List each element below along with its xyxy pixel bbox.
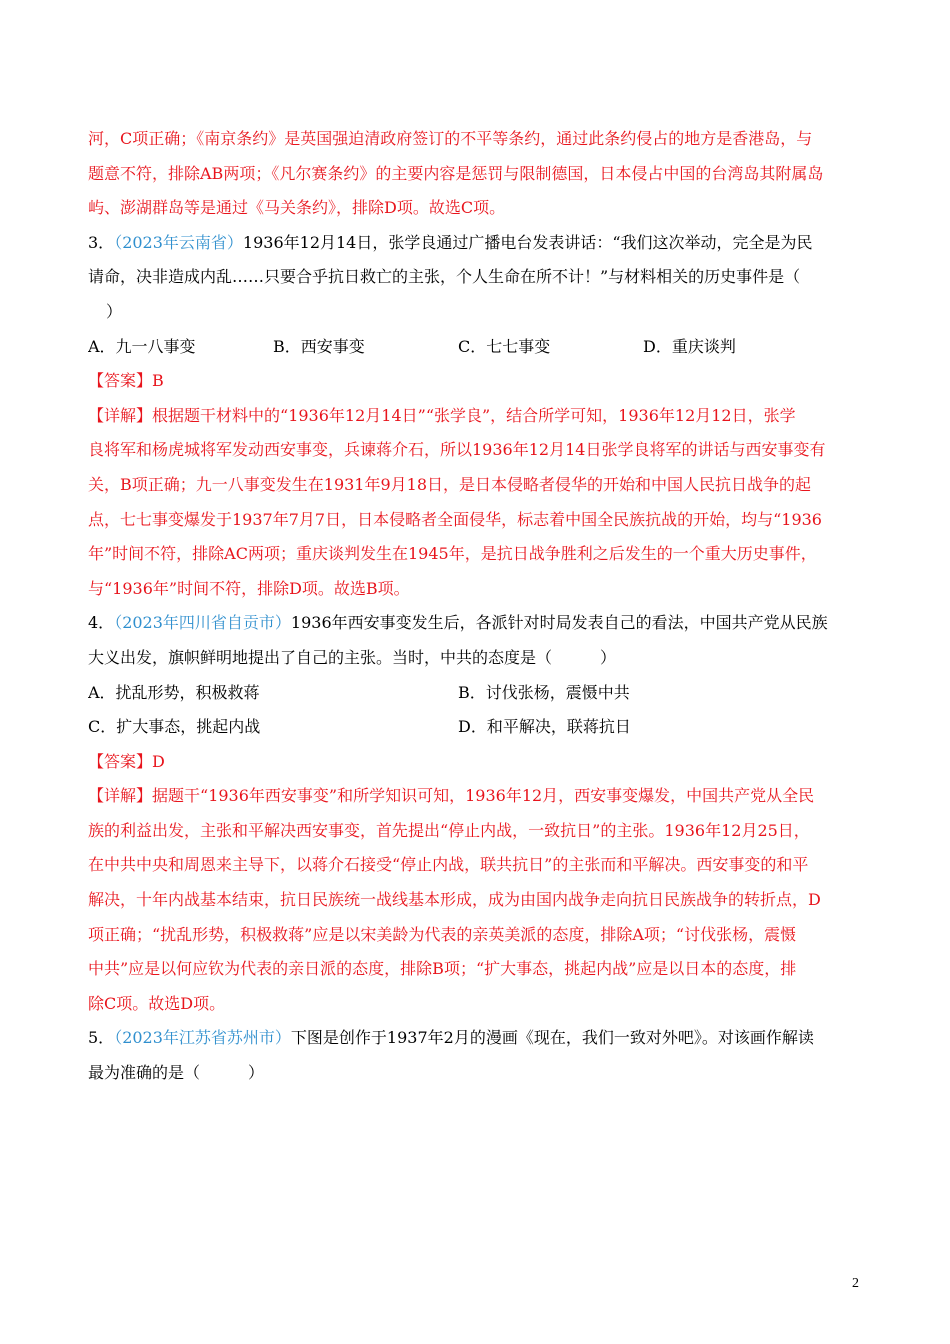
page-number: 2 — [852, 1276, 859, 1291]
q3-stem-line-1 — [88, 226, 866, 261]
q4-option-b: B．讨伐张杨，震慑中共 — [458, 682, 630, 702]
q3-detail-line-6: 与“1936年”时间不符，排除D项。故选B项。 — [88, 578, 410, 598]
q4-answer-value: D — [152, 751, 165, 771]
q4-source: （2023年四川省自贡市） — [114, 613, 291, 633]
q3-detail-line-2: 良将军和杨虎城将军发动西安事变，兵谏蒋介石，所以1936年12月14日张学良将军的讲话与西安事变有 — [88, 440, 826, 460]
document-page — [88, 122, 866, 1091]
q3-answer-label: 【答案】 — [88, 371, 153, 391]
q3-stem-line-3: ） — [106, 301, 123, 321]
q4-options-row-2 — [88, 710, 866, 745]
q3-stem-text-1: 1936年12月14日，张学良通过广播电台发表讲话：“我们这次举动，完全是为民 — [242, 232, 813, 252]
q3-detail-line-4: 点，七七事变爆发于1937年7月7日，日本侵略者全面侵华，标志着中国全民族抗战的开始，均与“1936 — [88, 509, 822, 529]
q4-detail-line-6: 中共”应是以何应钦为代表的亲日派的态度，排除B项；“扩大事态，挑起内战”应是以日本的态度，排 — [88, 959, 797, 979]
q5-number: 5． — [88, 1028, 115, 1048]
intro-line-3: 屿、澎湖群岛等是通过《马关条约》，排除D项。故选C项。 — [88, 198, 506, 218]
q4-stem-text-1: 1936年西安事变发生后，各派针对时局发表自己的看法，中国共产党从民族 — [290, 613, 828, 633]
q4-answer-label: 【答案】 — [88, 751, 153, 771]
q4-stem-line-2: 大义出发，旗帜鲜明地提出了自己的主张。当时，中共的态度是（ ） — [88, 647, 617, 667]
q3-answer-value: B — [152, 371, 164, 391]
q3-stem-line-2: 请命，决非造成内乱……只要合乎抗日救亡的主张，个人生命在所不计！”与材料相关的历史事件是（ — [88, 267, 801, 287]
q3-detail-text-1: 根据题干材料中的“1936年12月14日”“张学良”，结合所学可知，1936年12月12日，张学 — [152, 405, 796, 425]
q4-option-c: C．扩大事态，挑起内战 — [88, 717, 261, 737]
q4-options-row-1 — [88, 676, 866, 711]
q4-number: 4． — [88, 613, 115, 633]
q5-stem-line-2: 最为准确的是（ ） — [88, 1063, 265, 1083]
q3-source: （2023年云南省） — [114, 232, 243, 252]
q4-detail-line-7: 除C项。故选D项。 — [88, 993, 226, 1013]
q3-option-c: C．七七事变 — [458, 336, 551, 356]
q4-answer — [88, 745, 866, 780]
q3-detail-line-5: 年”时间不符，排除AC两项；重庆谈判发生在1945年，是抗日战争胜利之后发生的一个重大历史事件， — [88, 544, 817, 564]
q3-detail-line-1 — [88, 399, 866, 434]
q3-option-a: A．九一八事变 — [88, 336, 196, 356]
q3-detail-label: 【详解】 — [88, 405, 153, 425]
q4-detail-text-1: 据题干“1936年西安事变”和所学知识可知，1936年12月，西安事变爆发，中国共产党从全民 — [152, 786, 815, 806]
q4-detail-line-4: 解决，十年内战基本结束，抗日民族统一战线基本形成，成为由国内战争走向抗日民族战争的转折点，D — [88, 890, 821, 910]
q4-option-a: A．扰乱形势，积极救蒋 — [88, 682, 260, 702]
q4-detail-line-2: 族的利益出发，主张和平解决西安事变，首先提出“停止内战，一致抗日”的主张。1936年12月25日， — [88, 820, 810, 840]
q3-answer — [88, 364, 866, 399]
q3-options — [88, 330, 866, 365]
q3-detail-line-3: 关，B项正确；九一八事变发生在1931年9月18日，是日本侵略者侵华的开始和中国人民抗日战争的起 — [88, 474, 812, 494]
q3-number: 3． — [88, 232, 115, 252]
q5-stem-text-1: 下图是创作于1937年2月的漫画《现在，我们一致对外吧》。对该画作解读 — [290, 1028, 814, 1048]
q4-detail-line-1 — [88, 779, 866, 814]
intro-line-1: 河，C项正确；《南京条约》是英国强迫清政府签订的不平等条约，通过此条约侵占的地方是香港岛，与 — [88, 129, 813, 148]
q4-detail-label: 【详解】 — [88, 786, 153, 806]
intro-line-2: 题意不符，排除AB两项；《凡尔赛条约》的主要内容是惩罚与限制德国，日本侵占中国的台湾岛其附属岛 — [88, 163, 824, 183]
q3-option-b: B．西安事变 — [273, 336, 365, 356]
q4-option-d: D．和平解决，联蒋抗日 — [458, 717, 631, 737]
q4-detail-line-3: 在中共中央和周恩来主导下，以蒋介石接受“停止内战，联共抗日”的主张而和平解决。西安事变的和平 — [88, 855, 809, 875]
q4-stem-line-1 — [88, 606, 866, 641]
q4-detail-line-5: 项正确；“扰乱形势，积极救蒋”应是以宋美龄为代表的亲英美派的态度，排除A项；“讨伐张杨，震慑 — [88, 924, 797, 944]
q3-option-d: D．重庆谈判 — [643, 336, 736, 356]
q5-stem-line-1 — [88, 1021, 866, 1056]
q5-source: （2023年江苏省苏州市） — [114, 1028, 291, 1048]
